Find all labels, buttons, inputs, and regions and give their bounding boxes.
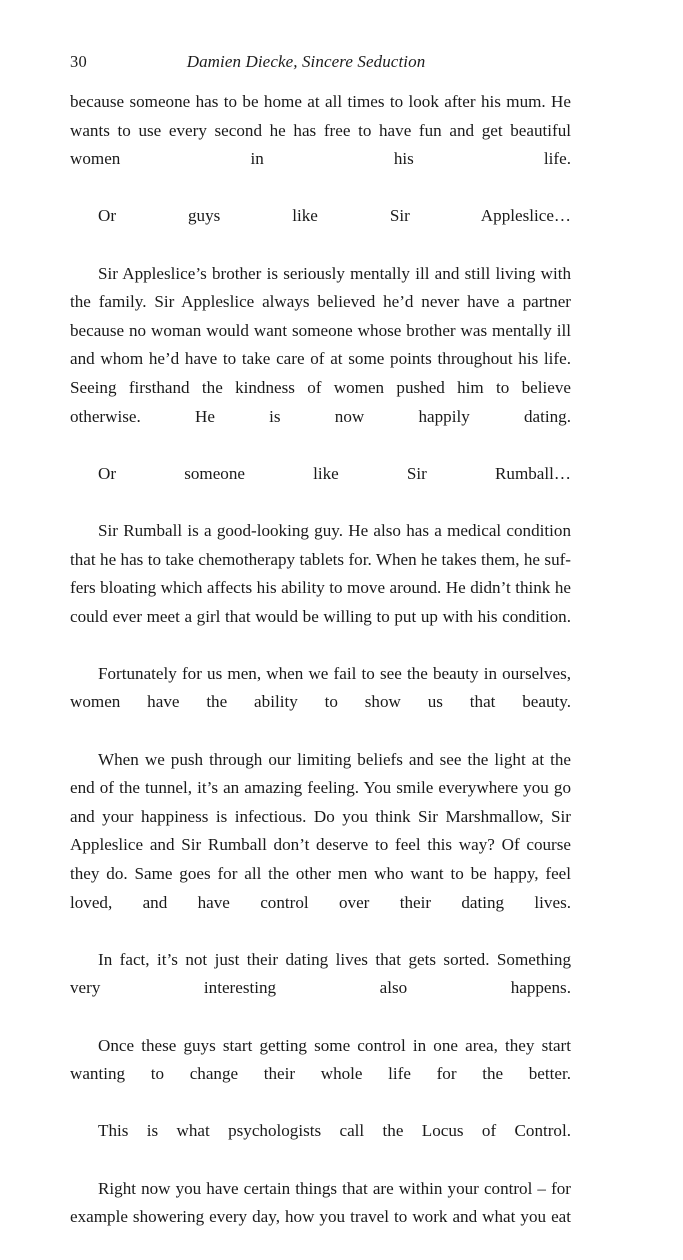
- paragraph: When we push through our limiting beliefs and see the light at the end of the tunnel, it’s an amazing feeling. You smile everywhere you go and your happiness is infectious. Do you think Sir Marshmallow, Sir Appleslice and Sir Rumball don’t deserve to feel this way? Of course they do. Same goes for all the other men who want to be happy, feel loved, and have control over their dating lives.: [70, 749, 571, 912]
- body-text-block: [70, 88, 571, 1260]
- paragraph: because someone has to be home at all times to look after his mum. He wants to use every second he has free to have fun and get beautiful women in his life.: [70, 92, 571, 169]
- page-number: 30: [70, 52, 88, 71]
- paragraph: Right now you have certain things that are within your control – for example showering every day, how you travel to work and what you eat: [70, 1178, 571, 1227]
- paragraph: This is what psychologists call the Locus of Control.: [98, 1121, 571, 1141]
- paragraph: Sir Rumball is a good-looking guy. He also has a medical condition that he has to take chemotherapy tablets for. When he takes them, he suf-fers bloating which affects his ability to move around. He didn’t think he could ever meet a girl that would be willing to put up with his condition.: [70, 520, 571, 626]
- paragraph: Or guys like Sir Appleslice…: [98, 206, 571, 226]
- paragraph: Once these guys start getting some control in one area, they start wanting to change their whole life for the better.: [70, 1035, 571, 1084]
- running-head-title: Damien Diecke, Sincere Seduction: [186, 52, 426, 71]
- paragraph: Sir Appleslice’s brother is seriously mentally ill and still living with the family. Sir Appleslice always believed he’d never have a partner because no woman would want someone whose brother was mentally ill and whom he’d have to take care of at some points throughout his life. Seeing firsthand the kindness of women pushed him to believe otherwise. He is now happily dating.: [70, 263, 571, 426]
- paragraph: Fortunately for us men, when we fail to see the beauty in ourselves, women have the ability to show us that beauty.: [70, 663, 571, 712]
- paragraph: Or someone like Sir Rumball…: [98, 463, 571, 483]
- running-head: [70, 50, 570, 74]
- paragraph: In fact, it’s not just their dating lives that gets sorted. Something very interesting also happens.: [70, 949, 571, 998]
